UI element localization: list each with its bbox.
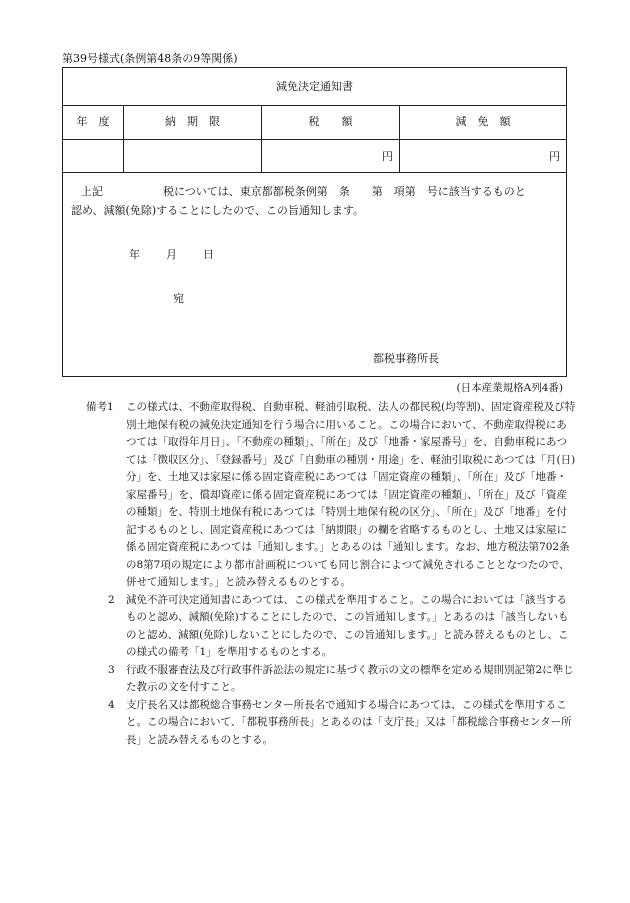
notice-body-line-2: 認め、減額(免除)することにしたので、この旨通知します。 xyxy=(71,204,365,217)
table-value-row xyxy=(63,139,566,173)
body-line-1-text: 税については、東京都都税条例第 条 第 項第 号に該当するものと xyxy=(163,185,526,198)
reduction-amount-field xyxy=(400,139,566,172)
notice-date xyxy=(129,246,214,262)
issuer-title: 都税事務所長 xyxy=(373,352,439,365)
table-header-row xyxy=(63,105,566,140)
paper-standard: (日本産業規格A列4番) xyxy=(456,382,563,394)
remark-2 xyxy=(86,592,576,662)
header-tax-amount: 税 額 xyxy=(262,105,400,139)
notice-body xyxy=(71,182,558,220)
notice-form xyxy=(62,67,567,377)
remark-text: 減免不許可決定通知書にあつては、この様式を準用すること。この場合においては「該当するものと認め、減額(免除)することにしたので、この旨通知します。」とあるのは「該当しないものと認め、減額(免除)しないことにしたので、この旨通知します。」と読み替えるものとし、この様式の備考「1」を準用するものとする。 xyxy=(126,593,569,658)
date-day: 日 xyxy=(203,248,214,261)
date-year: 年 xyxy=(129,248,140,261)
document-title: 減免決定通知書 xyxy=(63,68,566,106)
body-prefix: 上記 xyxy=(81,185,103,198)
remark-number: 備考1 xyxy=(86,401,114,413)
remark-3 xyxy=(86,662,576,697)
remark-1 xyxy=(86,399,576,592)
reduction-amount-unit: 円 xyxy=(549,150,560,163)
header-reduction-amount: 減 免 額 xyxy=(455,115,511,128)
remark-text: 行政不服審査法及び行政事件訴訟法の規定に基づく教示の文の標準を定める規則別記第2に準じた教示の文を付すこと。 xyxy=(126,663,574,693)
remark-text: 支庁長名又は都税総合事務センター所長名で通知する場合にあつては、この様式を準用すること。この場合において、「都税事務所長」とあるのは「支庁長」又は「都税総合事務センター所長」と読み替えるものとする。 xyxy=(126,698,572,746)
notice-body-line-1 xyxy=(71,182,558,201)
date-month: 月 xyxy=(166,248,177,261)
fiscal-year-field xyxy=(63,139,124,172)
remark-number: 3 xyxy=(108,663,115,676)
form-number: 第39号様式(条例第48条の9等関係) xyxy=(62,52,238,65)
remark-4 xyxy=(86,697,576,750)
header-due-date: 納 期 限 xyxy=(124,105,262,139)
remark-number: 2 xyxy=(108,593,115,606)
remarks xyxy=(86,399,576,749)
tax-amount-field xyxy=(262,139,400,172)
header-fiscal-year: 年 度 xyxy=(63,105,124,139)
remark-text: この様式は、不動産取得税、自動車税、軽油引取税、法人の都民税(均等割)、固定資産税及び特別土地保有税の減免決定通知を行う場合に用いること。この場合において、不動産取得税にあつては「取得年月日」、「不動産の種類」、「所在」及び「地番・家屋番号」を、自動車税にあつては「徴収区分」、「登録番号」及び「自動車の種別・用途」を、軽油引取税にあつては「月(日)分」を、土地又は家屋に係る固定資産税にあつては「固定資産の種類」、「所在」及び「地番・家屋番号」を、償却資産に係る固定資産税にあつては「固定資産の種類」、「所在」及び「資産の種類」を、特別土地保有税にあつては「特別土地保有税の区分」、「所在」及び「地番」を付記するものとし、固定資産税にあつては「納期限」の欄を省略するものとし、土地又は家屋に係る固定資産税にあつては「通知します。」とあるのは「通知します。なお、地方税法第702条の8第7項の規定により都市計画税についても同じ割合によつて減免されることとなつたので、併せて通知します。」と読み替えるものとする。 xyxy=(126,401,576,588)
addressee: 宛 xyxy=(173,292,184,305)
tax-amount-unit: 円 xyxy=(382,150,393,163)
due-date-field xyxy=(124,139,262,172)
remark-number: 4 xyxy=(108,698,115,711)
